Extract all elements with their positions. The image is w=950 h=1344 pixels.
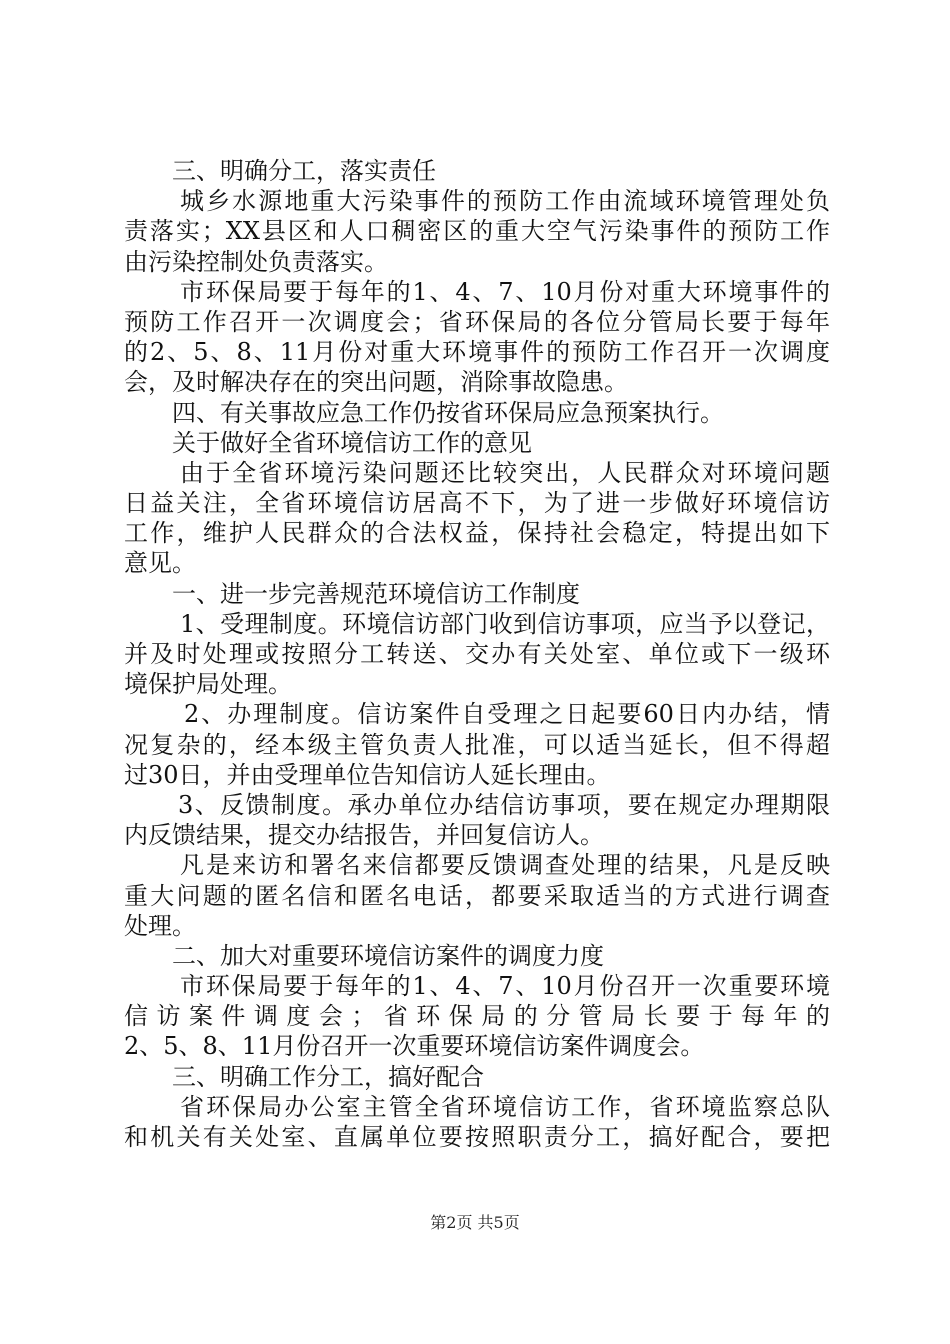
text-line: 三、明确分工，落实责任 xyxy=(172,157,436,185)
text-line: 会，及时解决存在的突出问题，消除事故隐患。 xyxy=(124,368,628,397)
text-line: 意见。 xyxy=(124,549,196,578)
text-line: 二、加大对重要环境信访案件的调度力度 xyxy=(172,941,604,970)
text-line: 处理。 xyxy=(124,911,196,940)
text-line: 境保护局处理。 xyxy=(124,670,292,699)
text-line: 工作，维护人民群众的合法权益，保持社会稳定，特提出如下 xyxy=(124,519,830,548)
text-line: 并及时处理或按照分工转送、交办有关处室、单位或下一级环 xyxy=(124,640,830,668)
text-line: 预防工作召开一次调度会；省环保局的各位分管局长要于每年 xyxy=(124,307,830,336)
text-line: 市环保局要于每年的1、4、7、10月份召开一次重要环境 xyxy=(180,972,830,1001)
text-line: 由于全省环境污染问题还比较突出，人民群众对环境问题 xyxy=(180,458,830,487)
text-line: 2、办理制度。信访案件自受理之日起要60日内办结，情 xyxy=(184,700,830,729)
text-line: 关于做好全省环境信访工作的意见 xyxy=(172,428,532,457)
text-line: 日益关注，全省环境信访居高不下，为了进一步做好环境信访 xyxy=(124,489,830,518)
text-line: 一、进一步完善规范环境信访工作制度 xyxy=(172,579,580,608)
document-body xyxy=(124,156,830,1152)
text-line: 内反馈结果，提交办结报告，并回复信访人。 xyxy=(124,821,604,850)
text-line: 凡是来访和署名来信都要反馈调查处理的结果，凡是反映 xyxy=(180,851,830,880)
text-line: 信访案件调度会；省环保局的分管局长要于每年的 xyxy=(124,1002,830,1031)
text-line: 由污染控制处负责落实。 xyxy=(124,247,388,276)
text-line: 四、有关事故应急工作仍按省环保局应急预案执行。 xyxy=(172,398,724,427)
text-line: 市环保局要于每年的1、4、7、10月份对重大环境事件的 xyxy=(180,277,830,306)
text-line: 3、反馈制度。承办单位办结信访事项，要在规定办理期限 xyxy=(178,790,830,819)
text-line: 2、5、8、11月份召开一次重要环境信访案件调度会。 xyxy=(124,1032,705,1061)
text-line: 省环保局办公室主管全省环境信访工作，省环境监察总队 xyxy=(180,1092,830,1121)
text-line: 过30日，并由受理单位告知信访人延长理由。 xyxy=(124,760,611,789)
text-line: 的2、5、8、11月份对重大环境事件的预防工作召开一次调度 xyxy=(124,338,830,367)
text-line: 重大问题的匿名信和匿名电话，都要采取适当的方式进行调查 xyxy=(124,881,830,910)
text-line: 况复杂的，经本级主管负责人批准，可以适当延长，但不得超 xyxy=(124,730,830,759)
text-line: 三、明确工作分工，搞好配合 xyxy=(172,1062,484,1091)
text-line: 城乡水源地重大污染事件的预防工作由流域环境管理处负 xyxy=(180,187,830,216)
text-line: 1、受理制度。环境信访部门收到信访事项，应当予以登记， xyxy=(180,609,830,638)
page-footer: 第2页 共5页 xyxy=(430,1213,520,1232)
text-line: 和机关有关处室、直属单位要按照职责分工，搞好配合，要把 xyxy=(124,1123,830,1151)
text-line: 责落实；XX县区和人口稠密区的重大空气污染事件的预防工作 xyxy=(124,217,830,246)
